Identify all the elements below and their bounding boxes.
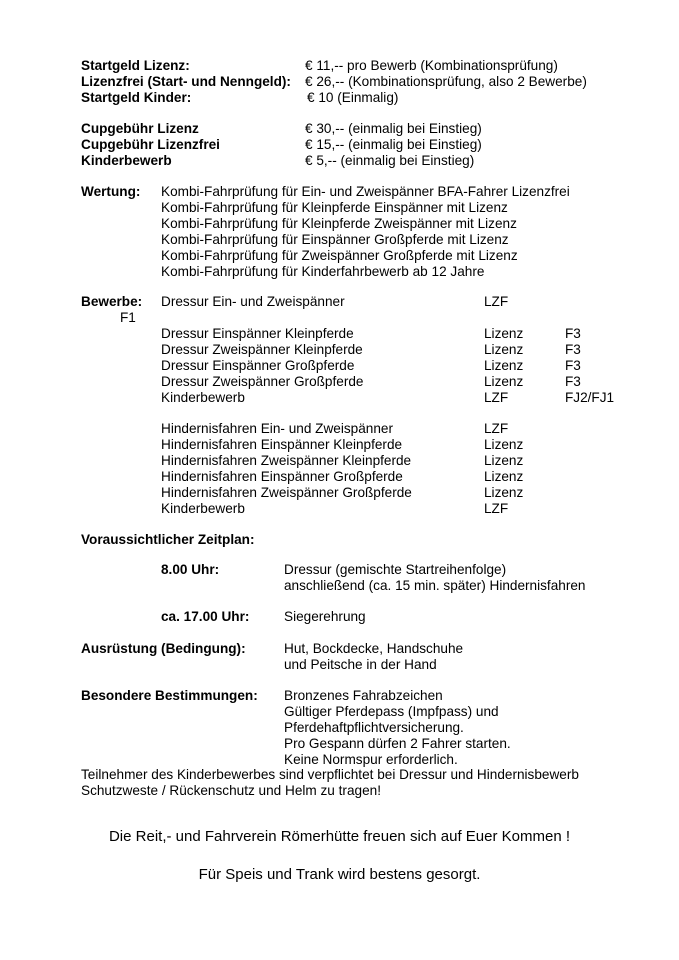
bewerbe-label: Bewerbe: xyxy=(81,294,143,309)
cup-value-kids: € 5,-- (einmalig bei Einstieg) xyxy=(305,153,475,168)
cup-value-free: € 15,-- (einmalig bei Einstieg) xyxy=(305,137,482,152)
ausruestung-line: und Peitsche in der Hand xyxy=(284,657,437,672)
cup-label-kids: Kinderbewerb xyxy=(81,153,172,168)
bestimmungen-line: Keine Normspur erforderlich. xyxy=(284,752,458,767)
hindernis-type: LZF xyxy=(484,421,509,436)
wertung-line: Kombi-Fahrprüfung für Kleinpferde Zweispänner mit Lizenz xyxy=(161,216,517,231)
hindernis-type: LZF xyxy=(484,501,509,516)
dressur-name: Dressur Zweispänner Großpferde xyxy=(161,374,364,389)
dressur-name: Dressur Zweispänner Kleinpferde xyxy=(161,342,363,357)
hindernis-type: Lizenz xyxy=(484,485,524,500)
dressur-type: LZF xyxy=(484,294,509,309)
dressur-code: FJ2/FJ1 xyxy=(565,390,615,405)
dressur-type: Lizenz xyxy=(484,342,524,357)
hindernis-name: Hindernisfahren Einspänner Großpferde xyxy=(161,469,403,484)
dressur-type: Lizenz xyxy=(484,374,524,389)
footer-welcome: Die Reit,- und Fahrverein Römerhütte freuen sich auf Euer Kommen ! xyxy=(108,828,571,845)
hindernis-type: Lizenz xyxy=(484,437,524,452)
hindernis-name: Hindernisfahren Ein- und Zweispänner xyxy=(161,421,393,436)
dressur-code: F3 xyxy=(565,342,581,357)
dressur-code: F3 xyxy=(565,374,581,389)
dressur-type: Lizenz xyxy=(484,358,524,373)
hindernis-name: Kinderbewerb xyxy=(161,501,245,516)
ausruestung-line: Hut, Bockdecke, Handschuhe xyxy=(284,641,464,656)
hindernis-name: Hindernisfahren Zweispänner Großpferde xyxy=(161,485,412,500)
wertung-line: Kombi-Fahrprüfung für Ein- und Zweispänner BFA-Fahrer Lizenzfrei xyxy=(161,184,570,199)
fee-value-kids: € 10 (Einmalig) xyxy=(307,90,399,105)
wertung-line: Kombi-Fahrprüfung für Einspänner Großpferde mit Lizenz xyxy=(161,232,509,247)
hindernis-type: Lizenz xyxy=(484,453,524,468)
dressur-type: Lizenz xyxy=(484,326,524,341)
bestimmungen-line: Pro Gespann dürfen 2 Fahrer starten. xyxy=(284,736,511,751)
zeitplan-time-1: 8.00 Uhr: xyxy=(161,562,220,577)
cup-value-license: € 30,-- (einmalig bei Einstieg) xyxy=(305,121,482,136)
fee-value-license: € 11,-- pro Bewerb (Kombinationsprüfung) xyxy=(305,58,558,73)
wertung-line: Kombi-Fahrprüfung für Zweispänner Großpferde mit Lizenz xyxy=(161,248,518,263)
wertung-label: Wertung: xyxy=(81,184,141,199)
dressur-type: LZF xyxy=(484,390,509,405)
zeitplan-event: Siegerehrung xyxy=(284,609,366,624)
hindernis-type: Lizenz xyxy=(484,469,524,484)
kids-note-line: Schutzweste / Rückenschutz und Helm zu tragen! xyxy=(81,783,381,798)
bewerbe-sublabel: F1 xyxy=(120,310,136,325)
fee-label-license: Startgeld Lizenz: xyxy=(81,58,190,73)
footer-catering: Für Speis und Trank wird bestens gesorgt. xyxy=(198,866,481,883)
bestimmungen-line: Pferdehaftpflichtversicherung. xyxy=(284,720,464,735)
dressur-code: F3 xyxy=(565,358,581,373)
cup-label-free: Cupgebühr Lizenzfrei xyxy=(81,137,220,152)
fee-value-free: € 26,-- (Kombinationsprüfung, also 2 Bewerbe) xyxy=(305,74,587,89)
dressur-name: Dressur Einspänner Großpferde xyxy=(161,358,355,373)
dressur-name: Kinderbewerb xyxy=(161,390,245,405)
hindernis-name: Hindernisfahren Zweispänner Kleinpferde xyxy=(161,453,412,468)
wertung-line: Kombi-Fahrprüfung für Kleinpferde Einspänner mit Lizenz xyxy=(161,200,508,215)
wertung-line: Kombi-Fahrprüfung für Kinderfahrbewerb ab 12 Jahre xyxy=(161,264,485,279)
bestimmungen-label: Besondere Bestimmungen: xyxy=(81,688,258,703)
ausruestung-label: Ausrüstung (Bedingung): xyxy=(81,641,246,656)
zeitplan-event: anschließend (ca. 15 min. später) Hindernisfahren xyxy=(284,578,586,593)
dressur-code: F3 xyxy=(565,326,581,341)
dressur-name: Dressur Ein- und Zweispänner xyxy=(161,294,345,309)
zeitplan-event: Dressur (gemischte Startreihenfolge) xyxy=(284,562,507,577)
kids-note-line: Teilnehmer des Kinderbewerbes sind verpflichtet bei Dressur und Hindernisbewerb xyxy=(81,767,579,782)
bestimmungen-line: Bronzenes Fahrabzeichen xyxy=(284,688,443,703)
hindernis-name: Hindernisfahren Einspänner Kleinpferde xyxy=(161,437,403,452)
dressur-name: Dressur Einspänner Kleinpferde xyxy=(161,326,354,341)
fee-label-kids: Startgeld Kinder: xyxy=(81,90,192,105)
zeitplan-time-2: ca. 17.00 Uhr: xyxy=(161,609,250,624)
cup-label-license: Cupgebühr Lizenz xyxy=(81,121,199,136)
fee-label-free: Lizenzfrei (Start- und Nenngeld): xyxy=(81,74,291,89)
bestimmungen-line: Gültiger Pferdepass (Impfpass) und xyxy=(284,704,499,719)
zeitplan-heading: Voraussichtlicher Zeitplan: xyxy=(81,532,255,547)
